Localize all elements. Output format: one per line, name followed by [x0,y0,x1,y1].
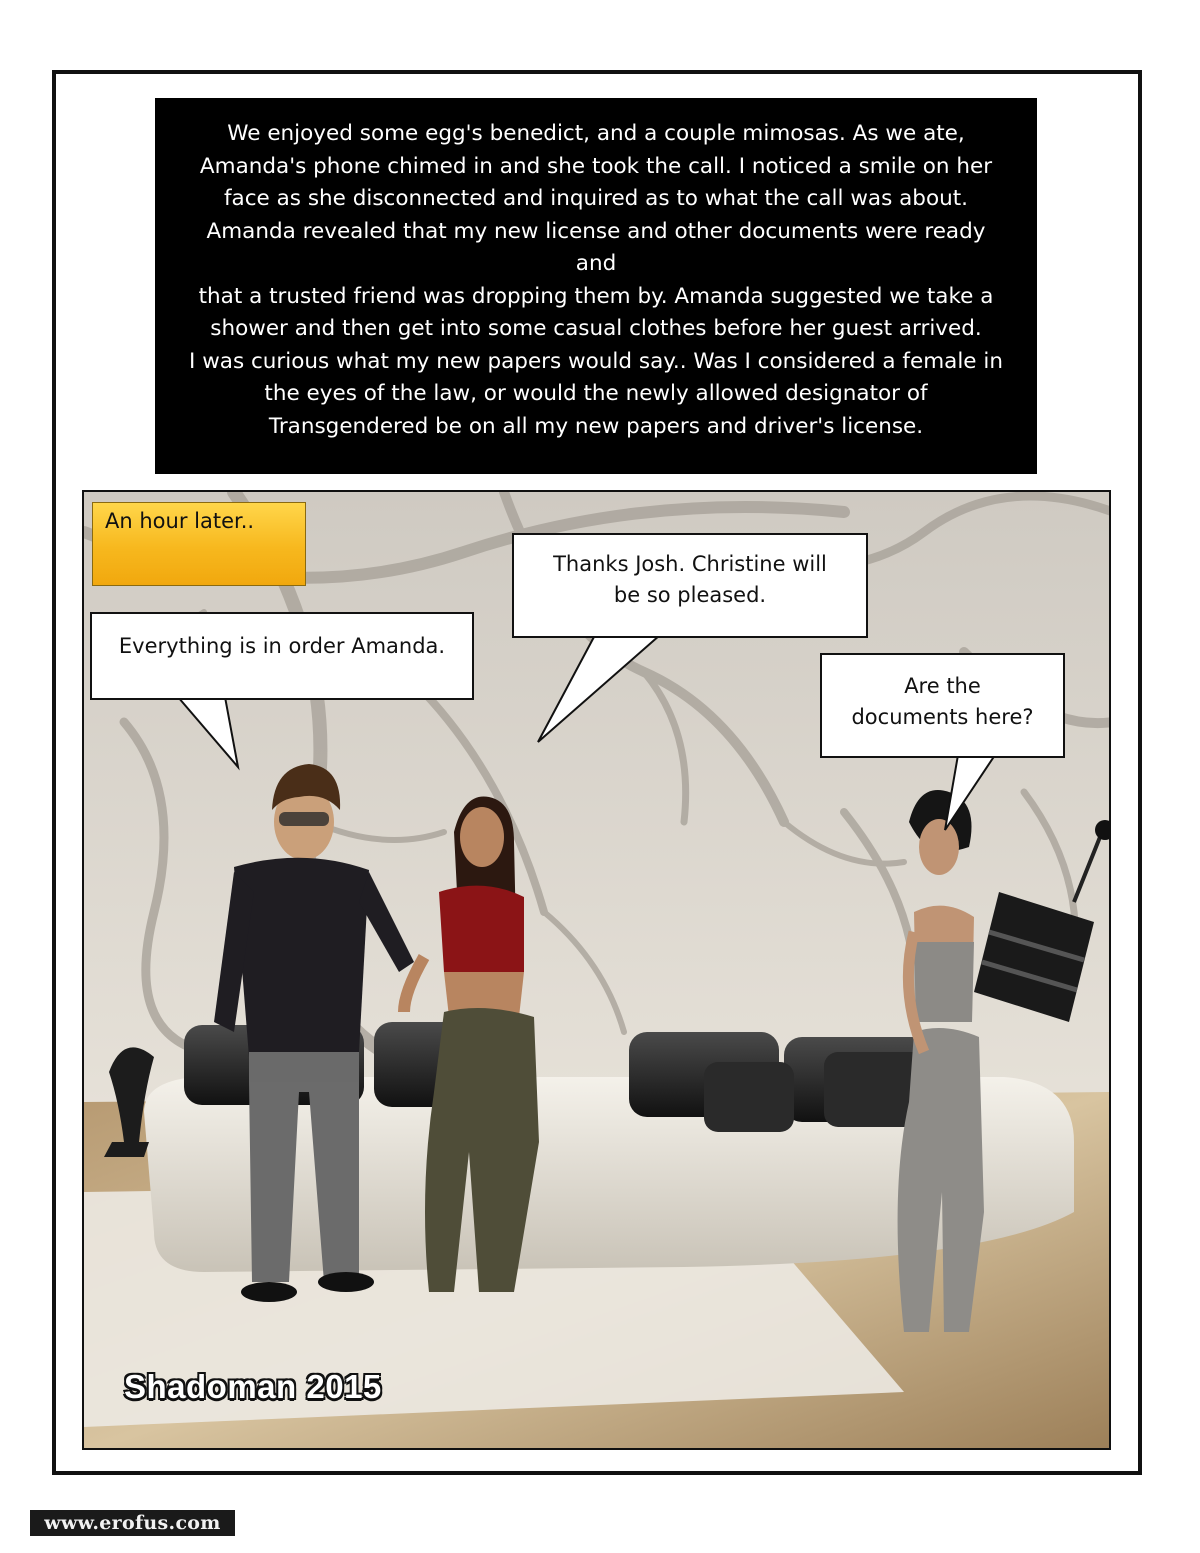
caption-box [92,502,306,586]
caption-text: An hour later.. [105,509,255,533]
narration-line: shower and then get into some casual clothes before her guest arrived. [210,316,982,341]
narration-box [155,98,1037,474]
bubble-text: Everything is in order Amanda. [118,634,446,658]
narration-line: Amanda's phone chimed in and she took the call. I noticed a smile on her [199,153,993,179]
narration-line: face as she disconnected and inquired as to what the call was about. [223,186,968,211]
speech-bubble-christine [820,653,1065,758]
speech-bubble-amanda [512,533,868,638]
site-watermark: www.erofus.com [30,1510,235,1536]
narration-line: Amanda revealed that my new license and other documents were ready and [206,218,986,276]
artist-signature: Shadoman 2015 [124,1368,382,1405]
speech-bubble-josh [90,612,474,700]
bubble-text: documents here? [851,705,1034,729]
bubble-text: be so pleased. [613,583,767,607]
bubble-text: Are the [904,674,981,698]
bubble-text: Thanks Josh. Christine will [553,552,827,576]
narration-line: Transgendered be on all my new papers and driver's license. [268,413,924,439]
narration-line: that a trusted friend was dropping them by. Amanda suggested we take a [198,283,994,309]
narration-line: I was curious what my new papers would say.. Was I considered a female in [189,348,1003,374]
narration-line: the eyes of the law, or would the newly allowed designator of [264,381,928,406]
narration-line: We enjoyed some egg's benedict, and a couple mimosas. As we ate, [227,121,965,146]
